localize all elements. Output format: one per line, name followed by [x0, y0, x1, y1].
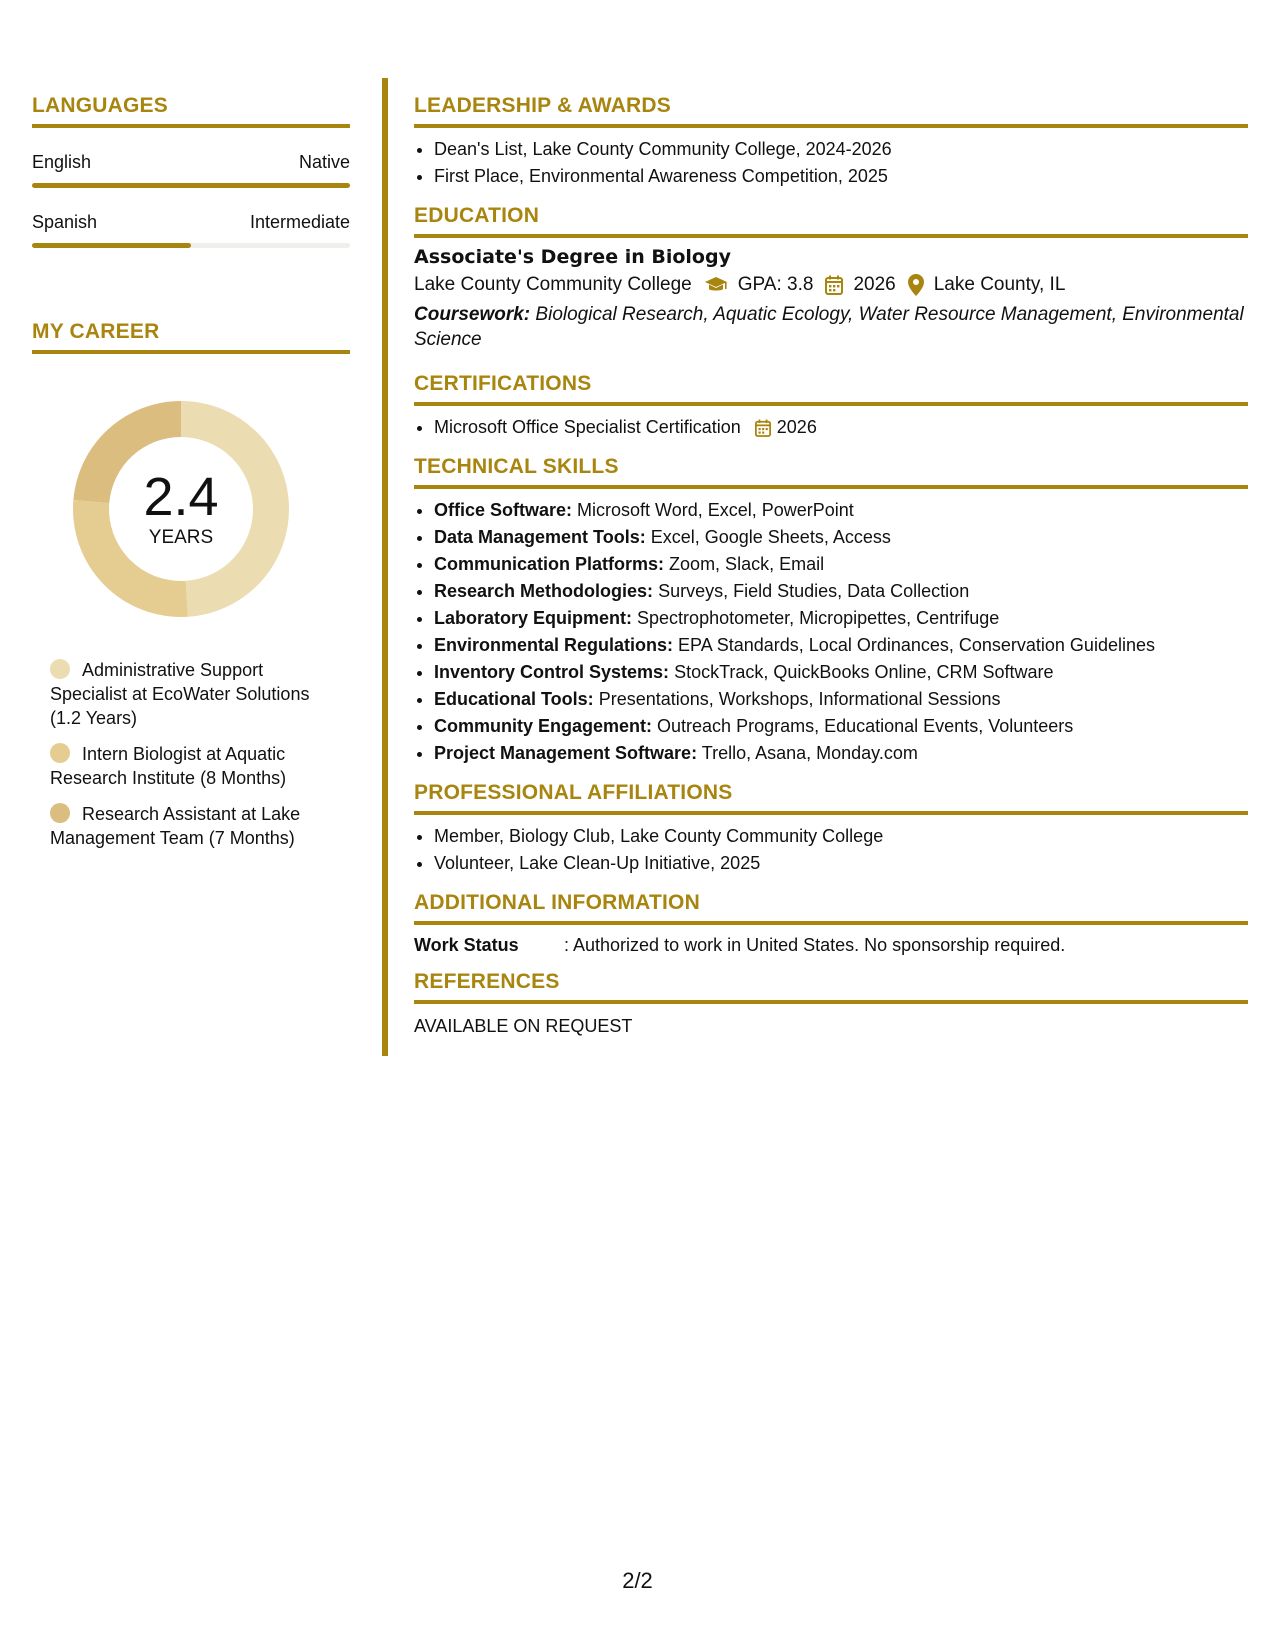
skill-label: Communication Platforms: [434, 554, 665, 574]
calendar-icon [755, 419, 771, 437]
skill-value: EPA Standards, Local Ordinances, Conservation Guidelines [678, 635, 1155, 655]
language-name: Spanish [32, 212, 98, 232]
career-title: MY CAREER [32, 320, 350, 354]
calendar-icon [825, 275, 843, 295]
legend-dot-icon [50, 659, 70, 679]
career-donut-chart [66, 394, 296, 624]
right-column [414, 94, 1248, 1051]
references-title: REFERENCES [414, 970, 1248, 1004]
map-pin-icon [908, 274, 924, 296]
list-item: • Dean's List, Lake County Community College, 2024-2026 [434, 136, 1248, 163]
career-total-value: 2.4 [143, 467, 219, 527]
legend-dot-icon [50, 803, 70, 823]
career-legend-label: Intern Biologist at Aquatic Research Institute (8 Months) [50, 744, 287, 788]
certifications-section [414, 372, 1248, 441]
list-item [434, 414, 1248, 441]
list-item [434, 686, 1248, 713]
language-name: English [32, 152, 92, 172]
work-status-value: : Authorized to work in United States. No sponsorship required. [564, 935, 1066, 955]
additional-title: ADDITIONAL INFORMATION [414, 891, 1248, 925]
page-number: 2/2 [622, 1568, 653, 1593]
school-location: Lake County, IL [933, 274, 1066, 295]
affiliations-section [414, 781, 1248, 877]
language-level: Intermediate [249, 212, 350, 232]
graduation-cap-icon [704, 276, 728, 294]
language-level-bar-fill [32, 243, 191, 248]
skill-value: Outreach Programs, Educational Events, Volunteers [657, 716, 1074, 736]
school-name: Lake County Community College [414, 274, 692, 295]
skill-label: Project Management Software: [434, 743, 698, 763]
career-legend-label: Administrative Support Specialist at EcoWater Solutions (1.2 Years) [50, 660, 310, 728]
list-item [434, 605, 1248, 632]
references-section [414, 970, 1248, 1037]
certifications-title: CERTIFICATIONS [414, 372, 1248, 406]
career-legend-item [50, 802, 340, 850]
skill-value: Spectrophotometer, Micropipettes, Centrifuge [637, 608, 1000, 628]
skill-label: Educational Tools: [434, 689, 594, 709]
skill-value: Microsoft Word, Excel, PowerPoint [577, 500, 854, 520]
career-legend-label: Research Assistant at Lake Management Team (7 Months) [50, 804, 301, 848]
skill-label: Research Methodologies: [434, 581, 654, 601]
skill-label: Environmental Regulations: [434, 635, 674, 655]
skill-label: Laboratory Equipment: [434, 608, 633, 628]
education-title: EDUCATION [414, 204, 1248, 238]
language-level: Native [298, 152, 350, 172]
graduation-year: 2026 [853, 274, 896, 295]
leadership-title: LEADERSHIP & AWARDS [414, 94, 1248, 128]
list-item [434, 713, 1248, 740]
language-item [32, 212, 350, 248]
list-item: • Volunteer, Lake Clean-Up Initiative, 2025 [434, 850, 1248, 877]
list-item: • Member, Biology Club, Lake County Community College [434, 823, 1248, 850]
affiliations-title: PROFESSIONAL AFFILIATIONS [414, 781, 1248, 815]
skill-value: Zoom, Slack, Email [669, 554, 825, 574]
list-item [434, 524, 1248, 551]
coursework [414, 302, 1248, 352]
education-section [414, 204, 1248, 352]
skill-value: Trello, Asana, Monday.com [701, 743, 918, 763]
career-legend [50, 658, 350, 850]
list-item [434, 632, 1248, 659]
left-column [32, 94, 350, 862]
list-item [434, 659, 1248, 686]
list-item [434, 740, 1248, 767]
languages-title: LANGUAGES [32, 94, 350, 128]
legend-dot-icon [50, 743, 70, 763]
coursework-label: Coursework: [414, 304, 531, 325]
skill-value: StockTrack, QuickBooks Online, CRM Software [674, 662, 1054, 682]
skill-label: Inventory Control Systems: [434, 662, 670, 682]
career-legend-item [50, 742, 340, 790]
additional-section [414, 891, 1248, 956]
skill-value: Presentations, Workshops, Informational Sessions [598, 689, 1001, 709]
skill-value: Excel, Google Sheets, Access [650, 527, 891, 547]
language-level-bar [32, 183, 350, 188]
certification-name: • Microsoft Office Specialist Certification [434, 417, 741, 437]
references-text: AVAILABLE ON REQUEST [414, 1016, 633, 1036]
column-divider [382, 78, 388, 1056]
gpa: GPA: 3.8 [737, 274, 814, 295]
list-item: • First Place, Environmental Awareness Competition, 2025 [434, 163, 1248, 190]
skill-label: Community Engagement: [434, 716, 653, 736]
work-status-label: Work Status [414, 935, 519, 955]
career-total-unit: YEARS [148, 527, 214, 548]
list-item [434, 551, 1248, 578]
list-item [434, 578, 1248, 605]
career-legend-item [50, 658, 340, 730]
leadership-section [414, 94, 1248, 190]
language-level-bar-fill [32, 183, 350, 188]
language-level-bar [32, 243, 350, 248]
coursework-text: Biological Research, Aquatic Ecology, Water Resource Management, Environmental Science [414, 304, 1244, 350]
skill-label: Data Management Tools: [434, 527, 646, 547]
language-item [32, 152, 350, 188]
certification-year: 2026 [776, 417, 817, 437]
skill-value: Surveys, Field Studies, Data Collection [658, 581, 970, 601]
skills-title: TECHNICAL SKILLS [414, 455, 1248, 489]
skills-section [414, 455, 1248, 767]
list-item [434, 497, 1248, 524]
degree-title: Associate's Degree in Biology [414, 246, 731, 268]
skill-label: Office Software: [434, 500, 573, 520]
